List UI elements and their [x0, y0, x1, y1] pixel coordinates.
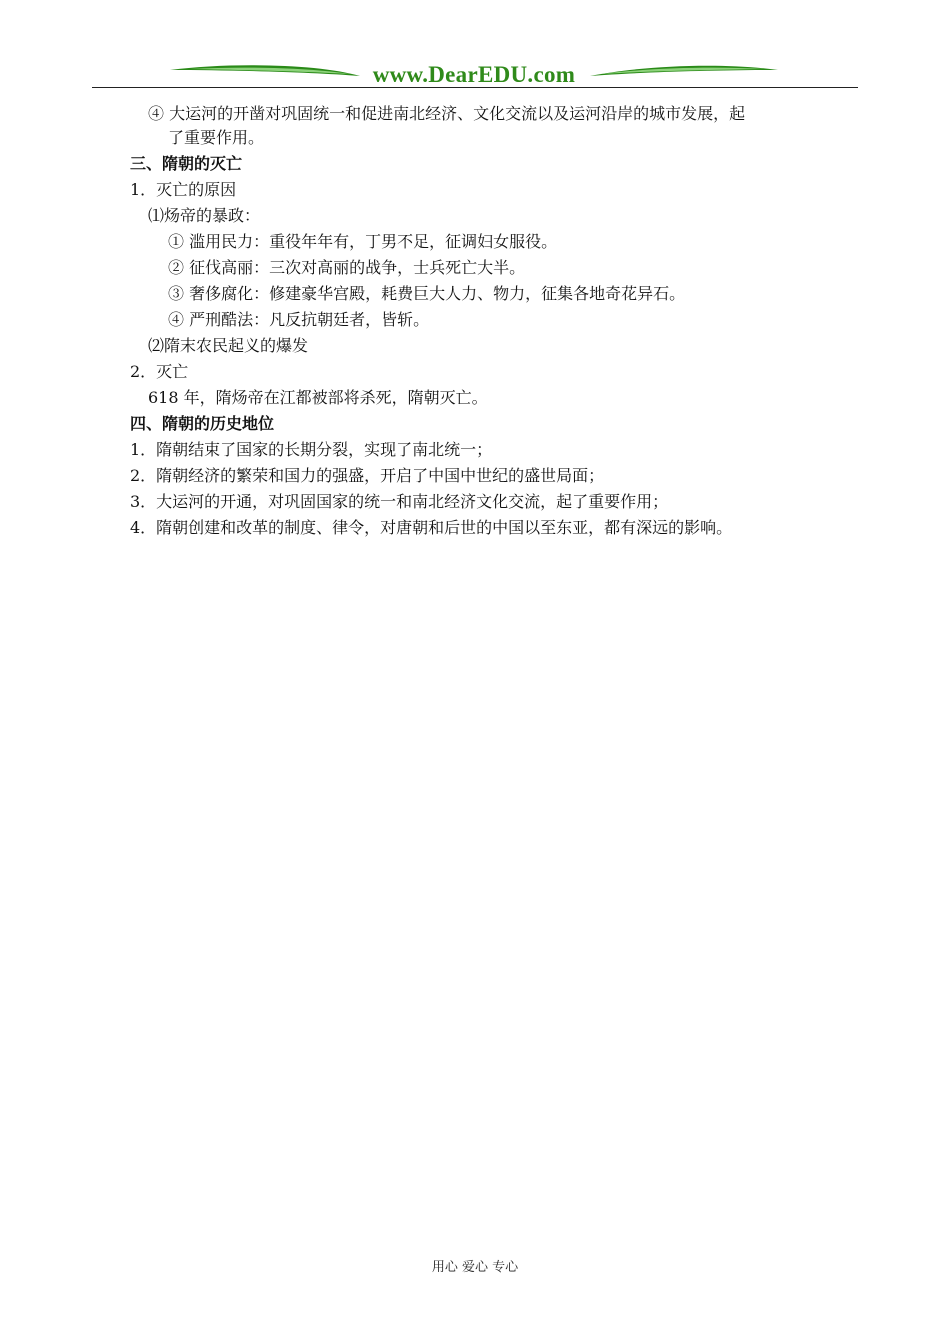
section-3-subheading-1: 1．灭亡的原因	[130, 180, 237, 199]
section-3-subheading-2: 2．灭亡	[130, 362, 189, 381]
tyranny-item-3: ③ 奢侈腐化：修建豪华宫殿，耗费巨大人力、物力，征集各地奇花异石。	[168, 284, 686, 303]
site-logo-text: www.DearEDU.com	[372, 62, 576, 87]
section-3-heading: 三、隋朝的灭亡	[130, 154, 243, 173]
canal-item-4-line-2: 了重要作用。	[168, 128, 265, 147]
header-divider	[92, 87, 858, 88]
significance-item-1: 1．隋朝结束了国家的长期分裂，实现了南北统一；	[130, 440, 493, 459]
canal-item-4-line-1: ④ 大运河的开凿对巩固统一和促进南北经济、文化交流以及运河沿岸的城市发展，起	[148, 104, 746, 123]
right-swoosh	[590, 66, 778, 76]
section-3-cause-a: ⑴炀帝的暴政：	[148, 206, 261, 225]
tyranny-item-1: ① 滥用民力：重役年年有，丁男不足，征调妇女服役。	[168, 232, 558, 251]
tyranny-item-2: ② 征伐高丽：三次对高丽的战争，士兵死亡大半。	[168, 258, 526, 277]
tyranny-item-4: ④ 严刑酷法：凡反抗朝廷者，皆斩。	[168, 310, 430, 329]
page-footer: 用心 爱心 专心	[431, 1260, 519, 1275]
section-4-heading: 四、隋朝的历史地位	[130, 414, 275, 433]
significance-item-2: 2．隋朝经济的繁荣和国力的强盛，开启了中国中世纪的盛世局面；	[130, 466, 605, 485]
significance-item-4: 4．隋朝创建和改革的制度、律令，对唐朝和后世的中国以至东亚，都有深远的影响。	[130, 518, 733, 537]
significance-item-3: 3．大运河的开通，对巩固国家的统一和南北经济文化交流，起了重要作用；	[130, 492, 669, 511]
page-header	[92, 60, 858, 90]
section-3-fall-text: 618 年，隋炀帝在江都被部将杀死，隋朝灭亡。	[148, 388, 488, 407]
site-logo	[170, 60, 778, 88]
section-3-cause-b: ⑵隋末农民起义的爆发	[148, 336, 309, 355]
